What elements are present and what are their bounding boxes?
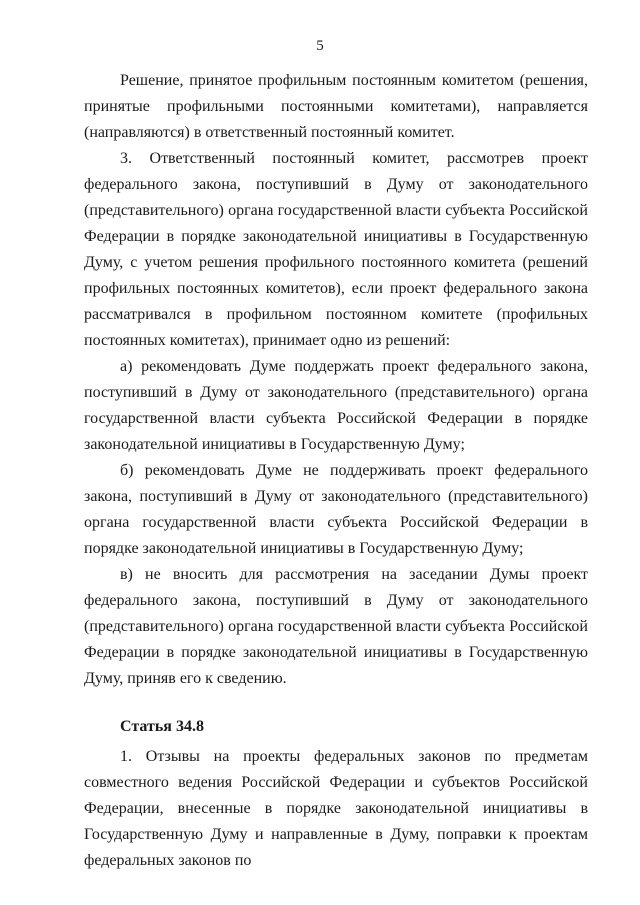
paragraph-article-item-1: 1. Отзывы на проекты федеральных законов по предметам совместного ведения Российской Федерации и субъектов Российской Федерации, внесенные в порядке законодательной инициативы в Государственную Думу и направленные в Думу, поправки к проектам федеральных законов по xyxy=(84,748,588,869)
document-body xyxy=(84,68,588,874)
paragraph-option-a: а) рекомендовать Думе поддержать проект федерального закона, поступивший в Думу от законодательного (представительного) органа государственной власти субъекта Российской Федерации в порядке законодательной инициативы в Государственную Думу; xyxy=(84,358,588,453)
page-number: 5 xyxy=(316,38,324,54)
paragraph-option-b: б) рекомендовать Думе не поддерживать проект федерального закона, поступивший в Думу от законодательного (представительного) органа государственной власти субъекта Российской Федерации в порядке законодательной инициативы в Государственную Думу; xyxy=(84,462,588,557)
article-heading: Статья 34.8 xyxy=(120,718,204,735)
paragraph-item-3: 3. Ответственный постоянный комитет, рассмотрев проект федерального закона, поступивший в Думу от законодательного (представительного) органа государственной власти субъекта Российской Федерации в порядке законодательной инициативы в Государственную Думу, с учетом решения профильного постоянного комитета (решений профильных постоянных комитетов), если проект федерального закона рассматривался в профильном постоянном комитете (профильных постоянных комитетах), принимает одно из решений: xyxy=(84,150,588,349)
paragraph-option-v: в) не вносить для рассмотрения на заседании Думы проект федерального закона, поступивший в Думу от законодательного (представительного) органа государственной власти субъекта Российской Федерации в порядке законодательной инициативы в Государственную Думу, приняв его к сведению. xyxy=(84,566,588,687)
paragraph-decision: Решение, принятое профильным постоянным комитетом (решения, принятые профильными постоянными комитетами), направляется (направляются) в ответственный постоянный комитет. xyxy=(84,72,588,141)
